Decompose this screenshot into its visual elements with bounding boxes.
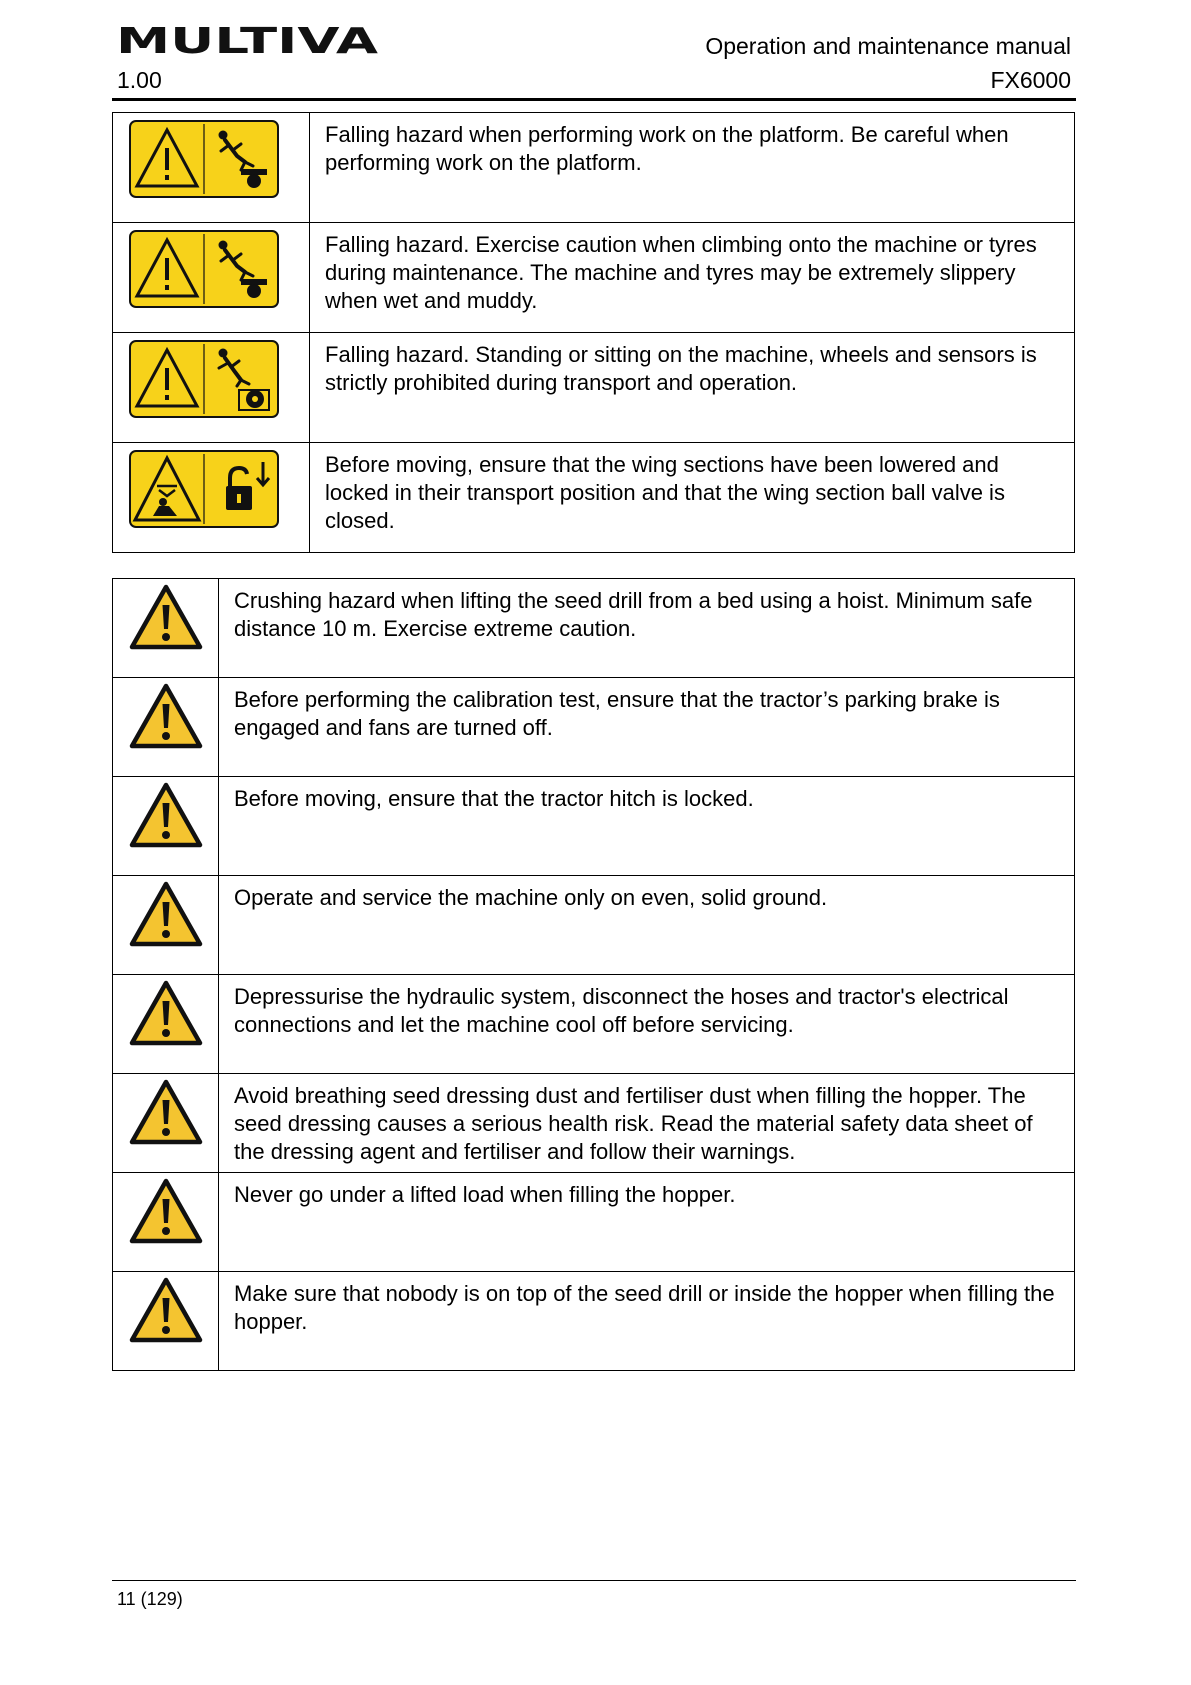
warning-text: Avoid breathing seed dressing dust and fertiliser dust when filling the hopper. The seed dressing causes a serious health risk. Read the material safety data sheet of the dressing agent and fertiliser and follow their warnings.: [219, 1074, 1075, 1173]
header-divider: [112, 98, 1076, 101]
warning-icon-cell: [113, 1074, 219, 1173]
table-row: [113, 1173, 1075, 1272]
table-row: [113, 777, 1075, 876]
document-version: 1.00: [117, 67, 162, 93]
warning-icon-cell: [113, 1272, 219, 1371]
table-row: [113, 1074, 1075, 1173]
table-row: [113, 223, 1075, 333]
warning-triangle-icon: [129, 980, 203, 1046]
fall-from-wheel-sign-icon: [129, 340, 279, 418]
pictogram-cell: [113, 113, 310, 223]
table-row: [113, 876, 1075, 975]
table-row: [113, 443, 1075, 553]
svg-text:MULTIVA: MULTIVA: [116, 22, 379, 56]
warning-text: Depressurise the hydraulic system, disconnect the hoses and tractor's electrical connections and let the machine cool off before servicing.: [219, 975, 1075, 1074]
pictogram-cell: [113, 333, 310, 443]
warning-text: Before performing the calibration test, ensure that the tractor’s parking brake is engaged and fans are turned off.: [219, 678, 1075, 777]
table-row: [113, 113, 1075, 223]
page-number: 11 (129): [117, 1589, 183, 1609]
warning-triangle-icon: [129, 1178, 203, 1244]
warning-triangle-icon: [129, 584, 203, 650]
crushing-lock-sign-icon: [129, 450, 279, 528]
warning-triangle-icon: [129, 1079, 203, 1145]
footer-divider: [112, 1580, 1076, 1581]
warning-triangle-icon: [129, 1277, 203, 1343]
multiva-logo: [116, 22, 380, 56]
warning-triangle-icon: [129, 881, 203, 947]
document-title: Operation and maintenance manual: [705, 33, 1071, 59]
table-row: [113, 975, 1075, 1074]
warning-text: Before moving, ensure that the tractor hitch is locked.: [219, 777, 1075, 876]
pictogram-cell: [113, 443, 310, 553]
pictogram-text: Before moving, ensure that the wing sections have been lowered and locked in their transport position and that the wing section ball valve is closed.: [310, 443, 1075, 553]
warning-triangle-icon: [129, 683, 203, 749]
table-row: [113, 1272, 1075, 1371]
warning-icon-cell: [113, 579, 219, 678]
table-row: [113, 579, 1075, 678]
warning-icon-cell: [113, 678, 219, 777]
warning-icon-cell: [113, 975, 219, 1074]
warning-text: Crushing hazard when lifting the seed drill from a bed using a hoist. Minimum safe distance 10 m. Exercise extreme caution.: [219, 579, 1075, 678]
warning-icon-cell: [113, 876, 219, 975]
warning-triangle-icon: [129, 782, 203, 848]
warning-text: Operate and service the machine only on even, solid ground.: [219, 876, 1075, 975]
pictogram-text: Falling hazard. Standing or sitting on the machine, wheels and sensors is strictly prohibited during transport and operation.: [310, 333, 1075, 443]
warning-text: Never go under a lifted load when filling the hopper.: [219, 1173, 1075, 1272]
table-row: [113, 333, 1075, 443]
fall-hazard-sign-icon: [129, 120, 279, 198]
fall-hazard-sign-icon: [129, 230, 279, 308]
warning-icon-cell: [113, 777, 219, 876]
warning-text: Make sure that nobody is on top of the seed drill or inside the hopper when filling the hopper.: [219, 1272, 1075, 1371]
warning-icon-cell: [113, 1173, 219, 1272]
machine-model: FX6000: [990, 67, 1071, 93]
pictogram-text: Falling hazard. Exercise caution when climbing onto the machine or tyres during maintenance. The machine and tyres may be extremely slippery when wet and muddy.: [310, 223, 1075, 333]
pictogram-cell: [113, 223, 310, 333]
safety-pictogram-table: [112, 112, 1075, 553]
table-row: [113, 678, 1075, 777]
pictogram-text: Falling hazard when performing work on the platform. Be careful when performing work on the platform.: [310, 113, 1075, 223]
general-warnings-table: [112, 578, 1075, 1371]
